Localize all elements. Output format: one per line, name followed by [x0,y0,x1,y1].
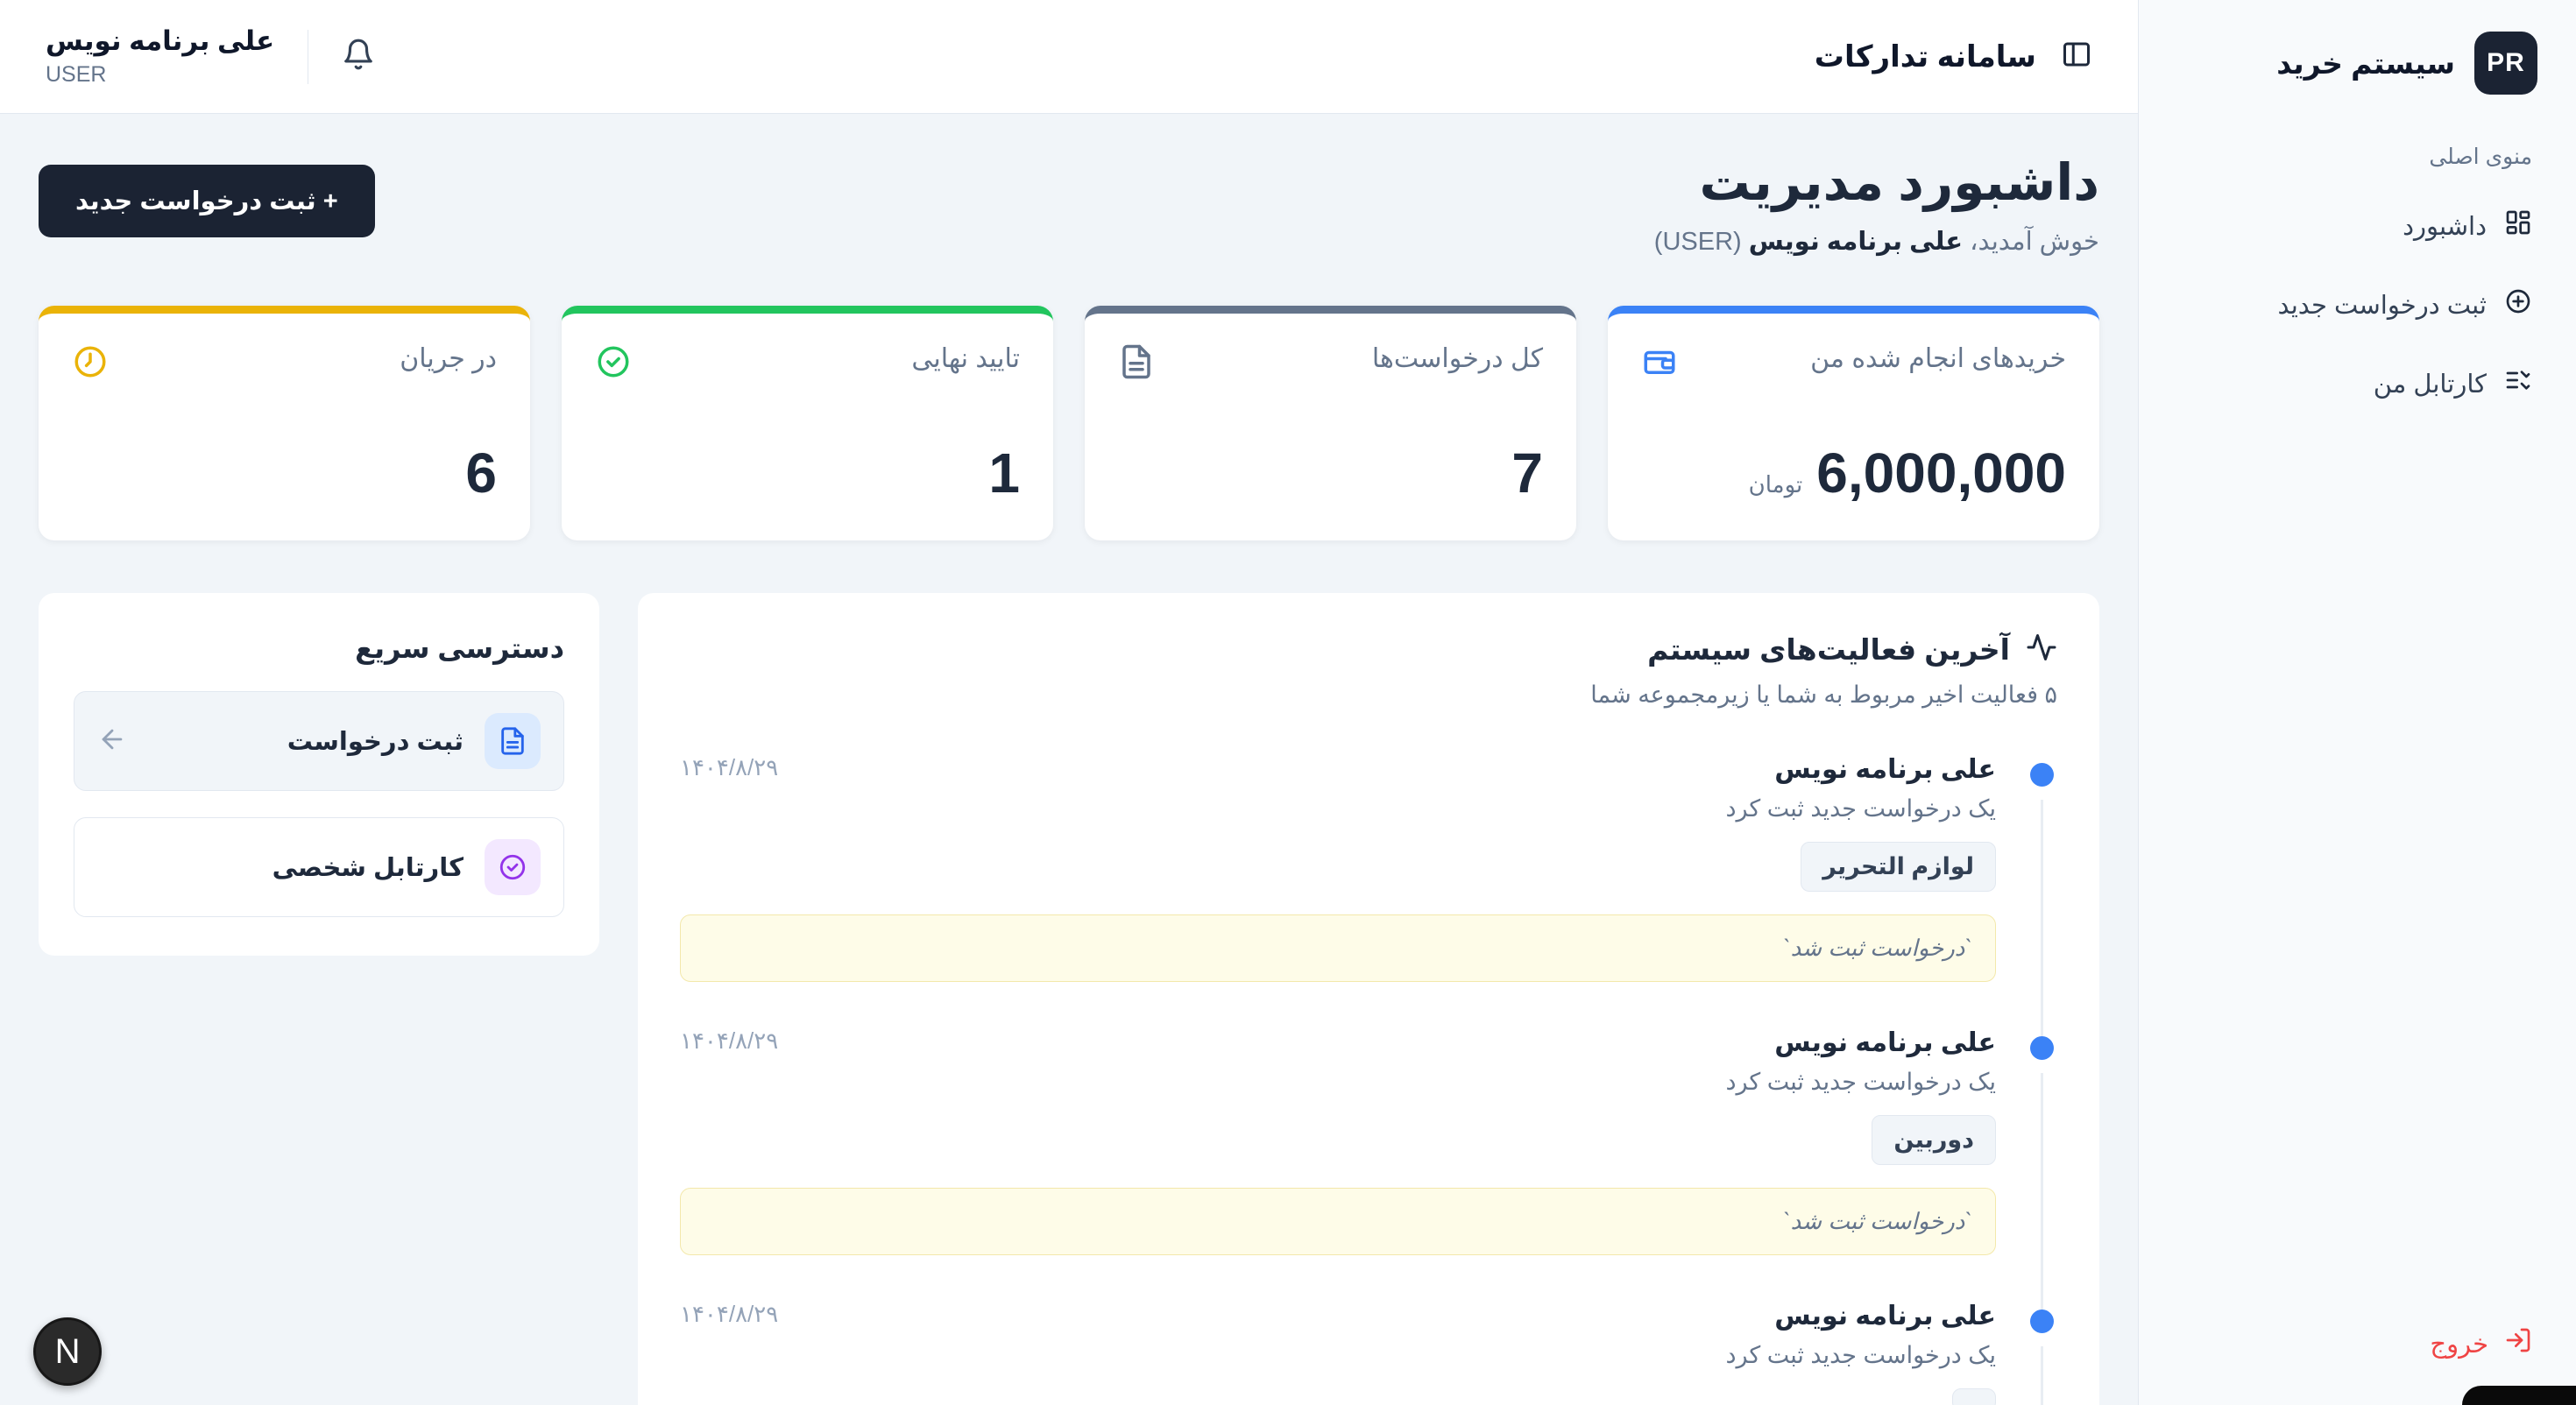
app-name: سیستم خرید [2276,46,2455,80]
quick-access-new-request[interactable] [74,691,564,791]
welcome-message [1654,226,2099,257]
sidebar-nav [2174,193,2541,429]
topbar-title-group [1815,39,2092,74]
activity-tag: لوازم التحریر [1801,842,1996,892]
dashboard-grid-icon [2504,208,2532,244]
stat-card-my-purchases [1608,306,2099,540]
user-role: USER [46,62,107,87]
quick-access-label: کارتابل شخصی [272,853,464,882]
activity-panel [638,593,2099,1405]
user-name: علی برنامه نویس [46,25,275,56]
menu-section-label: منوی اصلی [2429,145,2532,169]
timeline-dot-icon [2030,763,2054,787]
notifications-bell-icon[interactable] [342,38,375,75]
activity-header [680,632,2057,667]
stat-title: در جریان [400,344,497,373]
activity-date: ۱۴۰۴/۸/۲۹ [680,754,779,780]
activity-tag: دوربین [1872,1115,1996,1165]
new-request-button[interactable]: + ثبت درخواست جدید [39,165,375,237]
sidebar-item-label: داشبورد [2403,212,2487,241]
activity-subtitle: ۵ فعالیت اخیر مربوط به شما یا زیرمجموعه شما [1590,681,2057,708]
activity-note: `درخواست ثبت شد` [680,1188,1996,1255]
corner-toast [2462,1386,2576,1405]
stat-title: کل درخواست‌ها [1371,344,1543,373]
activity-item [680,754,2057,982]
page-title: داشبورد مدیریت [1699,154,2099,211]
sidebar-item-dashboard[interactable] [2174,193,2541,259]
logout-button[interactable] [2174,1314,2541,1373]
logout-icon [2504,1326,2532,1361]
system-title: سامانه تدارکات [1814,39,2036,74]
check-circle-icon [485,839,541,895]
welcome-name: علی برنامه نویس [1748,228,1964,256]
stat-value: 7 [1511,441,1543,505]
activity-date: ۱۴۰۴/۸/۲۹ [680,1301,779,1327]
sidebar-toggle-icon[interactable] [2061,39,2092,74]
stat-value: 6 [465,441,497,505]
lower-panels-row [39,593,2099,1405]
arrow-left-icon [97,724,127,759]
activity-date: ۱۴۰۴/۸/۲۹ [680,1027,779,1054]
sidebar-item-label: کارتابل من [2373,370,2487,399]
page-header-text [1654,152,2099,257]
nextjs-dev-badge[interactable]: N [33,1317,102,1386]
stat-card-final-approved [562,306,1053,540]
timeline-dot-icon [2030,1310,2054,1333]
welcome-prefix: خوش آمدید، [1970,228,2099,256]
logout-label: خروج [2430,1330,2488,1359]
welcome-role: (USER) [1653,228,1742,256]
page-header [39,152,2099,257]
activity-user: علی برنامه نویس [1774,1302,1996,1331]
stat-cards-row [39,306,2099,540]
stat-title: تایید نهایی [911,344,1020,373]
clock-icon [72,343,109,385]
stat-value: 6,000,000 [1816,441,2066,505]
activity-pulse-icon [2026,632,2057,667]
sidebar-header [2174,26,2541,121]
document-icon [485,713,541,769]
quick-access-panel [39,593,599,956]
topbar [0,0,2138,114]
activity-title: آخرین فعالیت‌های سیستم [1647,633,2010,666]
stat-value: 1 [988,441,1020,505]
activity-action: یک درخواست جدید ثبت کرد [1725,1069,1996,1095]
activity-user: علی برنامه نویس [1774,755,1996,784]
stat-title: خریدهای انجام شده من [1810,344,2066,373]
timeline-line [2041,1346,2043,1405]
app-logo: PR [2474,32,2537,95]
content-area [0,114,2138,1405]
activity-tag [1952,1388,1996,1405]
user-info [46,25,274,88]
activity-user: علی برنامه نویس [1774,1028,1996,1057]
quick-access-personal-cartable[interactable] [74,817,564,917]
sidebar-item-new-request[interactable] [2174,272,2541,338]
check-circle-icon [595,343,632,385]
wallet-icon [1641,343,1678,385]
document-icon [1118,343,1155,385]
activity-item [680,1301,2057,1405]
quick-access-title: دسترسی سریع [355,632,564,664]
stat-card-in-progress [39,306,530,540]
timeline-line [2041,800,2043,1045]
timeline-dot-icon [2030,1036,2054,1060]
stat-unit: تومان [1748,471,1803,498]
activity-action: یک درخواست جدید ثبت کرد [1725,1342,1996,1368]
list-checks-icon [2504,366,2532,401]
topbar-user-group [46,25,375,88]
activity-action: یک درخواست جدید ثبت کرد [1725,795,1996,822]
sidebar-item-label: ثبت درخواست جدید [2277,291,2487,320]
sidebar-item-my-cartable[interactable] [2174,350,2541,417]
plus-circle-icon [2504,287,2532,322]
timeline-line [2041,1073,2043,1318]
activity-item [680,1027,2057,1255]
quick-access-label: ثبت درخواست [287,727,464,756]
stat-card-total-requests [1085,306,1576,540]
activity-note: `درخواست ثبت شد` [680,914,1996,982]
sidebar [2138,0,2576,1405]
